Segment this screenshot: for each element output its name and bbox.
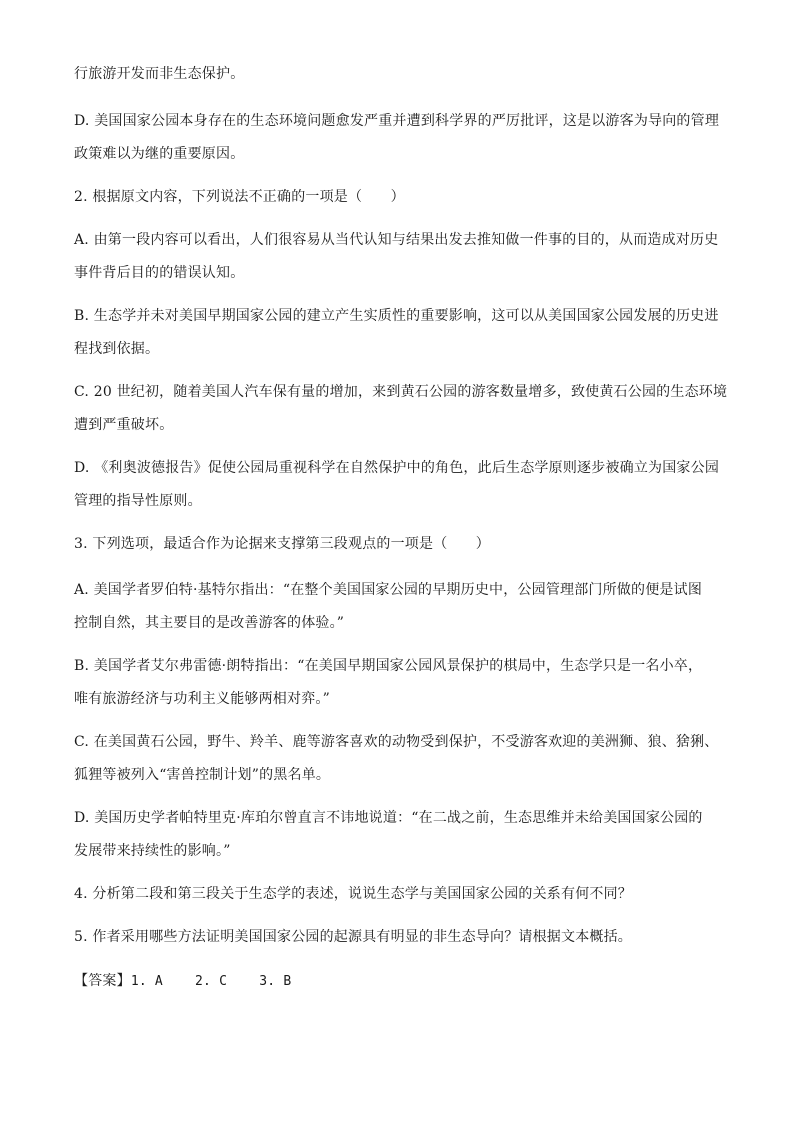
option-2b-line-1: B. 生态学并未对美国早期国家公园的建立产生实质性的重要影响，这可以从美国国家公园发展的历史进: [74, 308, 719, 324]
option-3c-line-1: C. 在美国黄石公园，野牛、羚羊、鹿等游客喜欢的动物受到保护，不受游客欢迎的美洲狮、狼、猞猁、: [74, 734, 719, 750]
option-2c-line-1: C. 20 世纪初，随着美国人汽车保有量的增加，来到黄石公园的游客数量增多，致使黄石公园的生态环境: [74, 384, 728, 400]
option-2a-line-1: A. 由第一段内容可以看出，人们很容易从当代认知与结果出发去推知做一件事的目的，从而造成对历史: [74, 232, 719, 248]
option-1d-line-1: D. 美国国家公园本身存在的生态环境问题愈发严重并遭到科学界的严厉批评，这是以游客为导向的管理: [74, 113, 720, 129]
question-4: 4. 分析第二段和第三段关于生态学的表述，说说生态学与美国国家公园的关系有何不同？: [74, 886, 633, 902]
option-3a-line-1: A. 美国学者罗伯特·基特尔指出：“在整个美国国家公园的早期历史中，公园管理部门所做的便是试图: [74, 582, 703, 598]
question-3: 3. 下列选项，最适合作为论据来支撑第三段观点的一项是（ ）: [74, 536, 491, 552]
option-3b-line-2: 唯有旅游经济与功利主义能够两相对弈。”: [74, 691, 330, 707]
option-3a-line-2: 控制自然，其主要目的是改善游客的体验。”: [74, 615, 345, 631]
answer-values: 1. A 2. C 3. B: [130, 974, 292, 989]
option-2a-line-2: 事件背后目的的错误认知。: [74, 265, 245, 281]
option-3c-line-2: 狐狸等被列入“害兽控制计划”的黑名单。: [74, 767, 331, 783]
option-2d-line-2: 管理的指导性原则。: [74, 493, 202, 509]
option-2d-line-1: D. 《利奥波德报告》促使公园局重视科学在自然保护中的角色，此后生态学原则逐步被确立为国家公园: [74, 460, 720, 476]
option-2c-line-2: 遭到严重破坏。: [74, 417, 174, 433]
text-line-continuation: 行旅游开发而非生态保护。: [74, 66, 245, 82]
option-3d-line-2: 发展带来持续性的影响。”: [74, 843, 231, 859]
question-5: 5. 作者采用哪些方法证明美国国家公园的起源具有明显的非生态导向？请根据文本概括。: [74, 929, 633, 945]
answer-label: 【答案】: [74, 973, 131, 989]
answer-line: [74, 971, 291, 992]
option-3d-line-1: D. 美国历史学者帕特里克·库珀尔曾直言不讳地说道：“在二战之前，生态思维并未给美国国家公园的: [74, 810, 703, 826]
question-2: 2. 根据原文内容，下列说法不正确的一项是（ ）: [74, 189, 405, 205]
option-3b-line-1: B. 美国学者艾尔弗雷德·朗特指出：“在美国早期国家公园风景保护的棋局中，生态学只是一名小卒，: [74, 658, 703, 674]
option-2b-line-2: 程找到依据。: [74, 341, 160, 357]
option-1d-line-2: 政策难以为继的重要原因。: [74, 146, 245, 162]
